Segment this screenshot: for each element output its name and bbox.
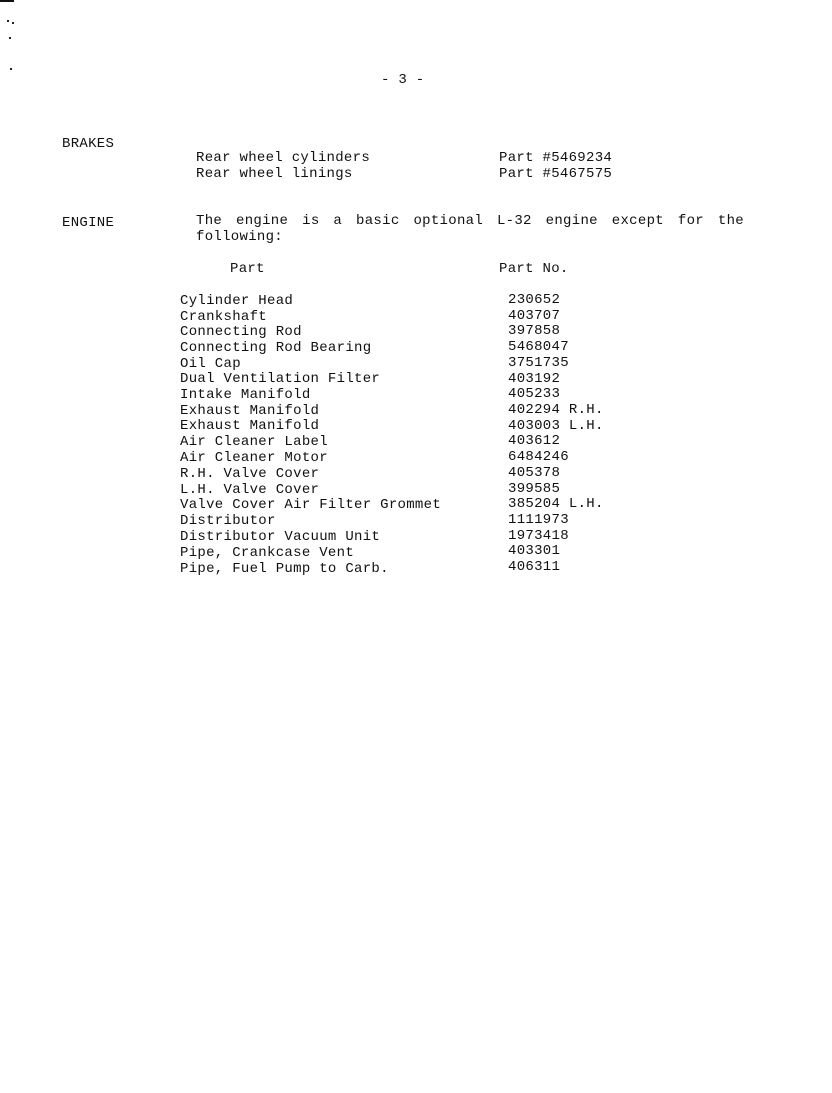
part-number: 5468047 xyxy=(508,339,569,355)
brakes-item-part: Part #5469234 xyxy=(499,150,613,166)
part-name: Air Cleaner Motor xyxy=(180,450,328,466)
part-number: 403003 L.H. xyxy=(508,418,604,434)
part-number: 230652 xyxy=(508,292,561,308)
part-number: 385204 L.H. xyxy=(508,496,604,512)
part-name: R.H. Valve Cover xyxy=(180,466,320,482)
scan-speck xyxy=(10,68,12,70)
part-name: Dual Ventilation Filter xyxy=(180,371,381,387)
section-label-engine: ENGINE xyxy=(62,215,115,231)
part-name: Distributor xyxy=(180,513,276,529)
part-number: 406311 xyxy=(508,559,561,575)
part-name: Intake Manifold xyxy=(180,387,311,403)
engine-description-line: The engine is a basic optional L-32 engine except for the xyxy=(196,213,744,229)
part-number: 402294 R.H. xyxy=(508,402,604,418)
scan-speck xyxy=(7,20,9,22)
part-number: 1973418 xyxy=(508,528,569,544)
part-number: 405233 xyxy=(508,386,561,402)
part-number: 403612 xyxy=(508,433,561,449)
engine-description xyxy=(196,213,744,245)
section-label-brakes: BRAKES xyxy=(62,136,115,152)
column-header-part: Part xyxy=(230,261,265,277)
part-name: Exhaust Manifold xyxy=(180,418,320,434)
brakes-item-name: Rear wheel linings xyxy=(196,166,353,182)
part-name: Cylinder Head xyxy=(180,293,294,309)
brakes-item-part: Part #5467575 xyxy=(499,166,613,182)
scan-mark xyxy=(0,0,14,2)
part-number: 403192 xyxy=(508,371,561,387)
part-number: 1111973 xyxy=(508,512,569,528)
part-number: 6484246 xyxy=(508,449,569,465)
part-name: Exhaust Manifold xyxy=(180,403,320,419)
part-name: Pipe, Fuel Pump to Carb. xyxy=(180,561,389,577)
scan-speck xyxy=(9,37,11,39)
part-number: 397858 xyxy=(508,323,561,339)
part-name: Valve Cover Air Filter Grommet xyxy=(180,497,442,513)
part-name: Pipe, Crankcase Vent xyxy=(180,545,355,561)
scan-speck xyxy=(12,22,14,24)
part-number: 403707 xyxy=(508,308,561,324)
engine-description-line: following: xyxy=(196,229,284,245)
part-number: 405378 xyxy=(508,465,561,481)
part-name: Distributor Vacuum Unit xyxy=(180,529,381,545)
page-number: - 3 - xyxy=(381,72,425,88)
part-number: 3751735 xyxy=(508,355,569,371)
part-number: 399585 xyxy=(508,481,561,497)
column-header-part-no: Part No. xyxy=(499,261,569,277)
part-number: 403301 xyxy=(508,543,561,559)
part-name: Connecting Rod xyxy=(180,324,302,340)
part-name: Air Cleaner Label xyxy=(180,434,328,450)
brakes-item-name: Rear wheel cylinders xyxy=(196,150,371,166)
part-name: Crankshaft xyxy=(180,309,268,325)
part-name: L.H. Valve Cover xyxy=(180,482,320,498)
part-name: Oil Cap xyxy=(180,356,241,372)
part-name: Connecting Rod Bearing xyxy=(180,340,372,356)
